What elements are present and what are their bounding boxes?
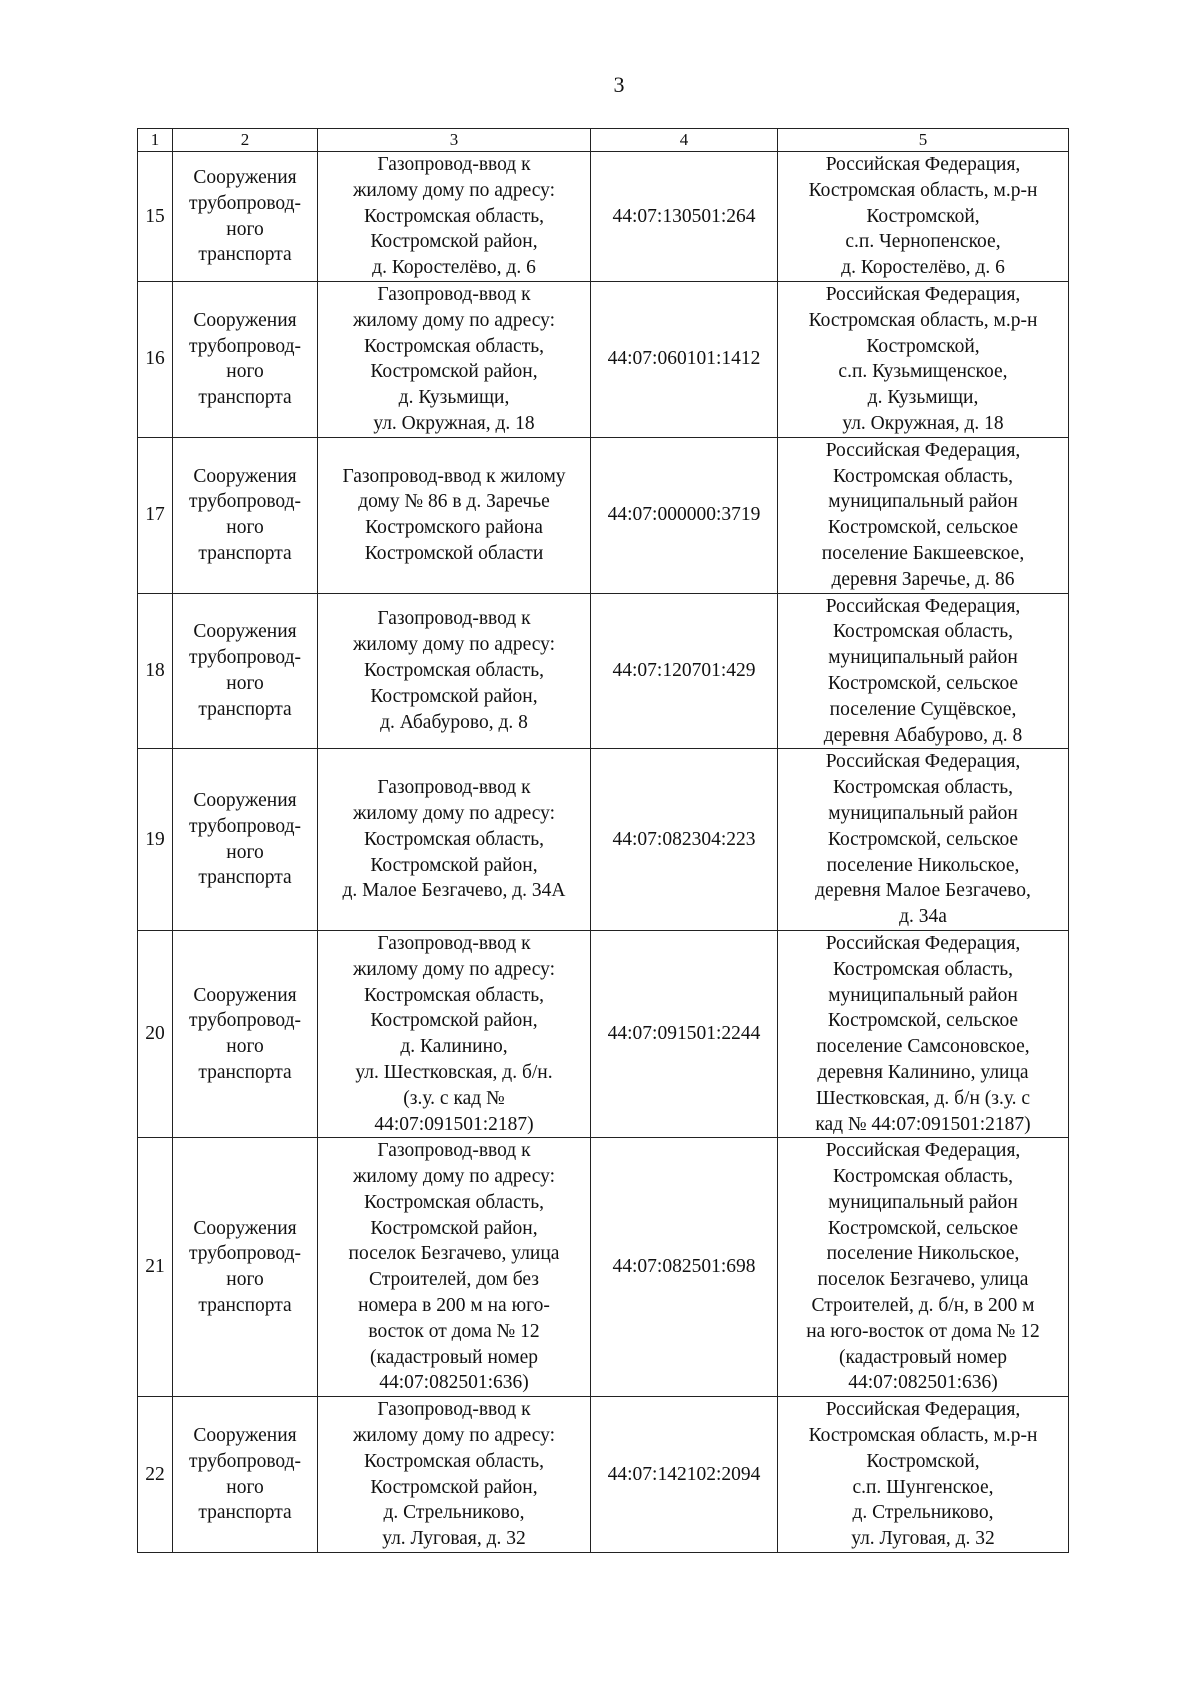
object-type: Сооружения трубопровод- ного транспорта — [173, 437, 318, 593]
row-number: 18 — [138, 593, 173, 749]
object-address: Российская Федерация, Костромская область, м.р-н Костромской, с.п. Кузьмищенское, д. Кузьмищи, ул. Окружная, д. 18 — [778, 282, 1069, 438]
cadastral-number: 44:07:130501:264 — [591, 152, 778, 282]
object-type: Сооружения трубопровод- ного транспорта — [173, 282, 318, 438]
table-row — [138, 152, 1069, 282]
row-number: 17 — [138, 437, 173, 593]
table-row — [138, 593, 1069, 749]
row-number: 16 — [138, 282, 173, 438]
row-number: 20 — [138, 930, 173, 1137]
object-type: Сооружения трубопровод- ного транспорта — [173, 749, 318, 931]
object-address: Российская Федерация, Костромская область, м.р-н Костромской, с.п. Чернопенское, д. Коростелёво, д. 6 — [778, 152, 1069, 282]
object-name: Газопровод-ввод к жилому дому № 86 в д. Заречье Костромского района Костромской области — [318, 437, 591, 593]
object-address: Российская Федерация, Костромская область, муниципальный район Костромской, сельское поселение Сущёвское, деревня Абабурово, д. 8 — [778, 593, 1069, 749]
table-row — [138, 1138, 1069, 1397]
object-type: Сооружения трубопровод- ного транспорта — [173, 593, 318, 749]
row-number: 19 — [138, 749, 173, 931]
cadastral-number: 44:07:000000:3719 — [591, 437, 778, 593]
object-name: Газопровод-ввод к жилому дому по адресу: Костромская область, Костромской район, д. Стрельниково, ул. Луговая, д. 32 — [318, 1397, 591, 1553]
page-number: 3 — [613, 72, 625, 97]
table-header-row — [138, 129, 1069, 152]
cadastral-number: 44:07:142102:2094 — [591, 1397, 778, 1553]
table-row — [138, 749, 1069, 931]
cadastral-number: 44:07:082304:223 — [591, 749, 778, 931]
row-number: 21 — [138, 1138, 173, 1397]
object-name: Газопровод-ввод к жилому дому по адресу: Костромская область, Костромской район, д. Коростелёво, д. 6 — [318, 152, 591, 282]
cadastral-number: 44:07:091501:2244 — [591, 930, 778, 1137]
object-address: Российская Федерация, Костромская область, м.р-н Костромской, с.п. Шунгенское, д. Стрельниково, ул. Луговая, д. 32 — [778, 1397, 1069, 1553]
row-number: 22 — [138, 1397, 173, 1553]
object-type: Сооружения трубопровод- ного транспорта — [173, 1138, 318, 1397]
row-number: 15 — [138, 152, 173, 282]
object-name: Газопровод-ввод к жилому дому по адресу: Костромская область, Костромской район, поселок Безгачево, улица Строителей, дом без номера в 200 м на юго- восток от дома № 12 (кадастровый номер 44:07:082501:636) — [318, 1138, 591, 1397]
cadastral-number: 44:07:120701:429 — [591, 593, 778, 749]
column-header: 3 — [318, 129, 591, 152]
column-header: 4 — [591, 129, 778, 152]
column-header: 5 — [778, 129, 1069, 152]
cadastral-number: 44:07:060101:1412 — [591, 282, 778, 438]
cadastral-number: 44:07:082501:698 — [591, 1138, 778, 1397]
table-row — [138, 1397, 1069, 1553]
object-name: Газопровод-ввод к жилому дому по адресу: Костромская область, Костромской район, д. Абабурово, д. 8 — [318, 593, 591, 749]
table-row — [138, 282, 1069, 438]
object-address: Российская Федерация, Костромская область, муниципальный район Костромской, сельское поселение Бакшеевское, деревня Заречье, д. 86 — [778, 437, 1069, 593]
registry-table — [137, 128, 1069, 1553]
table-row — [138, 437, 1069, 593]
object-name: Газопровод-ввод к жилому дому по адресу: Костромская область, Костромской район, д. Кузьмищи, ул. Окружная, д. 18 — [318, 282, 591, 438]
object-type: Сооружения трубопровод- ного транспорта — [173, 1397, 318, 1553]
object-type: Сооружения трубопровод- ного транспорта — [173, 152, 318, 282]
object-address: Российская Федерация, Костромская область, муниципальный район Костромской, сельское поселение Самсоновское, деревня Калинино, улица Шестковская, д. б/н (з.у. с кад № 44:07:091501:2187) — [778, 930, 1069, 1137]
table-row — [138, 930, 1069, 1137]
column-header: 2 — [173, 129, 318, 152]
object-address: Российская Федерация, Костромская область, муниципальный район Костромской, сельское поселение Никольское, поселок Безгачево, улица Строителей, д. б/н, в 200 м на юго-восток от дома № 12 (кадастровый номер 44:07:082501:636) — [778, 1138, 1069, 1397]
column-header: 1 — [138, 129, 173, 152]
object-name: Газопровод-ввод к жилому дому по адресу: Костромская область, Костромской район, д. Калинино, ул. Шестковская, д. б/н. (з.у. с кад № 44:07:091501:2187) — [318, 930, 591, 1137]
object-type: Сооружения трубопровод- ного транспорта — [173, 930, 318, 1137]
object-name: Газопровод-ввод к жилому дому по адресу: Костромская область, Костромской район, д. Малое Безгачево, д. 34А — [318, 749, 591, 931]
object-address: Российская Федерация, Костромская область, муниципальный район Костромской, сельское поселение Никольское, деревня Малое Безгачево, д. 34а — [778, 749, 1069, 931]
